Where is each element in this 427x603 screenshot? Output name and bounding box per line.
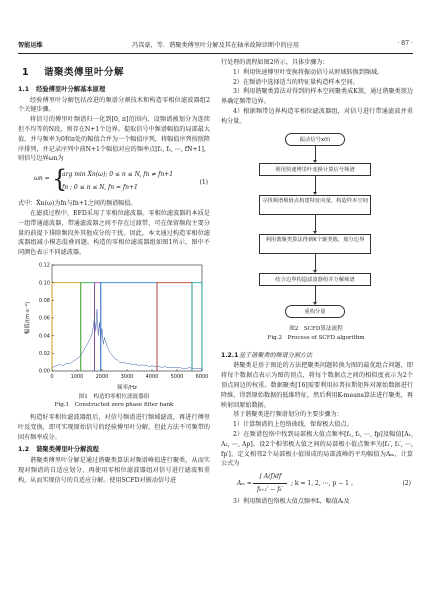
step-q3: 3）利用频谱包络极大值点频率fᵢ，幅值Aᵢ及 xyxy=(233,498,350,506)
subsubsection-heading xyxy=(221,351,413,361)
x-tick-label: 6000 xyxy=(195,373,208,380)
subsection-heading xyxy=(18,85,210,95)
subsection-title: 谐聚类傅里叶分解流程 xyxy=(36,446,99,454)
x-axis-label: 频率/Hz xyxy=(117,384,137,391)
x-tick-label: 2000 xyxy=(95,373,109,380)
y-tick-label: 0.04 xyxy=(38,333,50,340)
subsection-title: 经验傅里叶分解基本原理 xyxy=(36,85,106,93)
x-tick-label: 5000 xyxy=(170,373,184,380)
brace: { xyxy=(52,165,68,194)
step-4: 4）根据频带边界构造零相位滤波器组，对信号进行带通滤波并重构分量。 xyxy=(221,107,413,125)
fraction-numerator: ∫ A(f)df xyxy=(258,473,282,481)
step-1: 1）利用快速傅里叶变换将振动信号从时域转换到频域。 xyxy=(233,68,384,76)
y-tick-label: 0.06 xyxy=(38,315,50,322)
plot-frame xyxy=(52,265,202,371)
running-header xyxy=(18,40,413,52)
header-rule xyxy=(18,53,413,54)
equation-condition: ; k = 1, 2, ⋯, p − 1 。 xyxy=(291,480,357,488)
filter-bank-plot xyxy=(22,261,208,393)
y-tick-label: 0.02 xyxy=(38,350,50,357)
figure-caption-en: Fig.2 Process of SCFD algorithm xyxy=(267,334,365,341)
section-heading xyxy=(22,68,210,78)
subsection-number: 1.2 xyxy=(18,446,30,454)
section-number: 1 xyxy=(22,67,30,78)
x-tick-label: 1000 xyxy=(70,373,84,380)
y-tick-label: 0.08 xyxy=(38,297,50,304)
paragraph: 在滤波过程中，EFD采用了零相位滤波器。零相位滤波器的本质是一组带通滤波器，带通滤波器之间不存在过渡带，可在保留频段主要分量的前提下排除频段外其他成分的干扰。因此，本文通过构造零相位滤波器组减小模态混叠问题。构造的零相位滤波器组如图1所示，图中不同颜色表示不同滤波器。 xyxy=(18,209,210,257)
figure-1-chart xyxy=(22,261,208,393)
y-tick-label: 0.00 xyxy=(38,368,50,375)
fraction-denominator: fₖ₊₁′ − fₖ′ xyxy=(257,485,283,493)
flow-arrow xyxy=(315,215,316,231)
y-tick-label: 0.10 xyxy=(38,280,50,287)
x-tick-label: 4000 xyxy=(145,373,159,380)
flow-node: 振动信号x(t) xyxy=(285,133,345,146)
subsubsection-title: 基于谐聚类的频谱分割方法 xyxy=(239,351,313,359)
equation-2 xyxy=(221,471,413,495)
flow-node: 利用快速傅里叶变换计算信号频谱 xyxy=(259,163,371,176)
paragraph: 构造好零相位滤波器组后，对信号频谱进行频域滤波，再进行傅里叶反变换，即可实现原始信号的经验傅里叶分解，但此方法不可频带的固有频率成分。 xyxy=(18,413,210,441)
fraction-bar xyxy=(253,483,287,484)
y-tick-label: 0.12 xyxy=(38,262,50,269)
right-column xyxy=(221,58,413,507)
y-axis-label: 幅值/(m·s⁻²) xyxy=(25,301,31,335)
step-2: 2）在频谱中选择适当的特征量构造样本空间。 xyxy=(233,78,359,86)
step-q1: 1）计算频谱的上包络曲线，保留极大值点。 xyxy=(233,421,353,429)
flow-arrow xyxy=(315,176,316,192)
x-tick-label: 0 xyxy=(50,373,54,380)
subsubsection-number: 1.2.1 xyxy=(221,351,239,359)
equation-number: (1) xyxy=(199,179,208,187)
step-q2: 2）在频谱包络中找到局部极大值点频率[f₁, f₂, ⋯, fp]及幅值[A₁, A₂, ⋯, Ap]。设2个相邻极大值之间的局部极小值点频率为[f₁′, f₂′, ⋯, fp′]，定义相邻2个局部极小值围成的局部波峰的平均幅值为Aₘ，计算公式为 xyxy=(221,430,413,468)
flow-node: 寻找频谱极值点构建特征向量，构造样本空间 xyxy=(259,195,371,215)
page-number: · 87 · xyxy=(397,40,413,47)
equation-number: (2) xyxy=(402,480,411,488)
subsection-heading xyxy=(18,445,210,455)
journal-name: 智能运维 xyxy=(18,42,43,49)
flow-arrow xyxy=(315,146,316,160)
equation-case-1: arg min X̂n(ω); 0 ≤ n ≤ N, fn ≠ fn+1 xyxy=(62,171,174,179)
equation-case-2: fn ; 0 ≤ n ≤ N, fn = fn+1 xyxy=(62,184,138,192)
left-column xyxy=(18,58,210,486)
equation-fraction xyxy=(253,472,287,495)
flow-node: 利用谐聚类算法得到K个聚类簇，划分边界 xyxy=(259,234,371,254)
paragraph: 式中：X̂n(ω)为fn与fn+1之间的频谱幅值。 xyxy=(18,200,137,208)
article-citation: 冯嵩豪，等．谐聚类傅里叶分解及其在轴承故障诊断中的应用 xyxy=(131,42,300,49)
paragraph: 谐聚类是基于图论的方法把聚类问题转换为图的最优组合问题，即将每个数据点表示为图的顶点，将每个数据点之间的相似度表示为2个顶点间边的权重。数据聚类[16]需要利用拉普拉斯矩阵对原始数据进行降维，得到原始数据的低维特征，然后利用K-means算法进行聚类，再映射回原始数据。 xyxy=(221,362,413,409)
equation-1 xyxy=(18,166,210,196)
step-3: 3）利用谐聚类算法对得到的样本空间聚类成K簇，通过谐聚类簇边界确定频带边界。 xyxy=(221,88,413,106)
figure-caption: 图1 构造的零相位滤波器组 xyxy=(78,393,150,400)
section-title: 谐聚类傅里叶分解 xyxy=(44,67,125,78)
paragraph: 经验傅里叶分解包括改进的频谱分割技术和构造零相位滤波器组2个关键步骤。 xyxy=(18,96,210,114)
figure-caption: 图2 SCFD算法流程 xyxy=(289,325,343,332)
flowchart xyxy=(221,127,411,349)
x-tick-label: 3000 xyxy=(120,373,134,380)
figure-caption-en: Fig.1 Constructed zero phase filter bank xyxy=(54,401,174,408)
equation-lhs: ωn = xyxy=(34,175,50,183)
subsection-number: 1.1 xyxy=(18,85,30,93)
paragraph: 行处理的流程如图2所示，具体步骤为： xyxy=(221,59,329,66)
flow-arrow xyxy=(315,254,316,270)
paragraph: 基于谐聚类进行频谱划分的主要步骤为： xyxy=(233,411,343,419)
flow-node: 重构分量 xyxy=(285,305,345,318)
paragraph: 谐聚类傅里叶分解是通过谐聚类算法对频谱峰值进行聚类，从而实现对频谱的自适应划分，再使用零相位滤波器组对信号进行滤波和重构，从而实现信号的自适应分解。使用SCFD对振动信号进 xyxy=(18,457,210,484)
paragraph: 将信号的傅里叶频谱归一化到[0, π]范围内，设频谱被划分为连续但不均等的N段，则存在N+1个边界。提取信号中频谱幅值的局部最大值，并与频率为0和π处的幅值合并为一个幅值序列，将幅值序列按照降序排列，并记录序列中前N+1个幅值对应的频率点[f₁, f₂, ⋯, fN+1]，则信号边界ωn为 xyxy=(18,116,210,163)
equation-lhs: Aₘ = xyxy=(237,480,252,488)
flow-arrow xyxy=(315,286,316,302)
flow-node: 结合边界构造滤波器组并分解频谱 xyxy=(259,273,371,286)
